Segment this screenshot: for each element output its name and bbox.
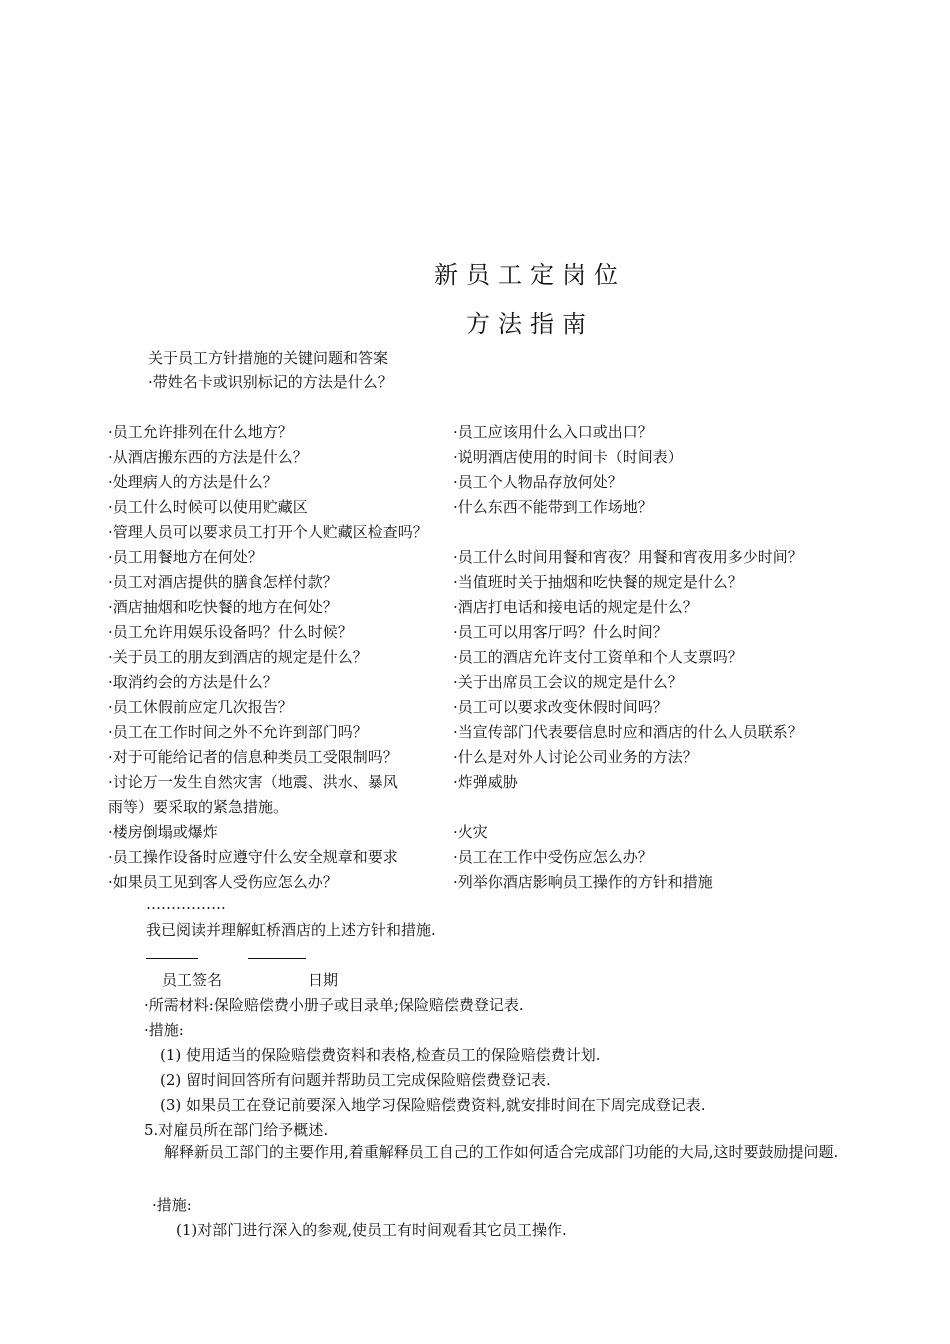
question-right: ·说明酒店使用的时间卡（时间表） <box>453 448 683 466</box>
intro-heading: 关于员工方针措施的关键问题和答案 <box>148 349 389 367</box>
question-left: ·如果员工见到客人受伤应怎么办？ <box>108 873 338 891</box>
question-left: ·从酒店搬东西的方法是什么？ <box>108 448 308 466</box>
question-right: ·当宣传部门代表要信息时应和酒店的什么人员联系？ <box>453 723 803 741</box>
question-right: ·什么是对外人讨论公司业务的方法？ <box>453 748 698 766</box>
signature-line <box>146 958 198 959</box>
question-right: ·什么东西不能带到工作场地？ <box>453 498 653 516</box>
date-label: 日期 <box>308 971 339 989</box>
question-right: ·员工在工作中受伤应怎么办？ <box>453 848 653 866</box>
question-left: ·员工在工作时间之外不允许到部门吗？ <box>108 723 368 741</box>
measure-step: (2) 留时间回答所有问题并帮助员工完成保险赔偿费登记表. <box>160 1071 551 1089</box>
measures-label: ·措施: <box>144 1021 184 1039</box>
question-left: ·员工什么时候可以使用贮藏区 <box>108 498 308 516</box>
first-question: ·带姓名卡或识别标记的方法是什么？ <box>148 373 393 391</box>
page-title: 新员工定岗位 <box>434 261 626 289</box>
question-left: ·员工允许排列在什么地方？ <box>108 423 293 441</box>
section-5-paragraph: 解释新员工部门的主要作用,着重解释员工自己的工作如何适合完成部门功能的大局,这时要鼓励提问题. <box>164 1143 839 1161</box>
question-left: ·楼房倒塌或爆炸 <box>108 823 218 841</box>
question-right: ·员工可以用客厅吗？什么时间？ <box>453 623 668 641</box>
measure-step-final: (1)对部门进行深入的参观,使员工有时间观看其它员工操作. <box>176 1221 567 1239</box>
question-right: ·列举你酒店影响员工操作的方针和措施 <box>453 873 713 891</box>
materials-line: ·所需材料:保险赔偿费小册子或目录单;保险赔偿费登记表. <box>144 996 524 1014</box>
question-left: ·酒店抽烟和吃快餐的地方在何处？ <box>108 598 338 616</box>
question-right: ·炸弹威胁 <box>453 773 518 791</box>
dots-separator: ……………. <box>146 895 226 913</box>
question-right: ·火灾 <box>453 823 488 841</box>
question-right: ·酒店打电话和接电话的规定是什么？ <box>453 598 698 616</box>
question-right: ·员工什么时间用餐和宵夜？用餐和宵夜用多少时间？ <box>453 548 803 566</box>
question-right: ·当值班时关于抽烟和吃快餐的规定是什么？ <box>453 573 743 591</box>
question-right: ·员工个人物品存放何处？ <box>453 473 623 491</box>
question-left-continued: 雨等）要采取的紧急措施。 <box>108 798 289 816</box>
question-left: ·员工对酒店提供的膳食怎样付款？ <box>108 573 338 591</box>
date-line <box>248 958 306 959</box>
measures-label-2: ·措施: <box>152 1196 192 1214</box>
question-right: ·员工应该用什么入口或出口？ <box>453 423 653 441</box>
question-right: ·关于出席员工会议的规定是什么？ <box>453 673 683 691</box>
question-left: ·关于员工的朋友到酒店的规定是什么？ <box>108 648 368 666</box>
question-left: ·员工用餐地方在何处？ <box>108 548 263 566</box>
question-left: ·讨论万一发生自然灾害（地震、洪水、暴风 <box>108 773 398 791</box>
page-subtitle: 方法指南 <box>466 310 594 338</box>
question-left: ·员工允许用娱乐设备吗？什么时候？ <box>108 623 353 641</box>
question-left: ·员工休假前应定几次报告？ <box>108 698 293 716</box>
question-left: ·取消约会的方法是什么？ <box>108 673 278 691</box>
acknowledge-statement: 我已阅读并理解虹桥酒店的上述方针和措施. <box>146 921 436 939</box>
question-right: ·员工可以要求改变休假时间吗？ <box>453 698 668 716</box>
question-left: ·管理人员可以要求员工打开个人贮藏区检查吗？ <box>108 523 428 541</box>
question-right: ·员工的酒店允许支付工资单和个人支票吗？ <box>453 648 743 666</box>
question-left: ·处理病人的方法是什么？ <box>108 473 278 491</box>
question-left: ·对于可能给记者的信息种类员工受限制吗？ <box>108 748 398 766</box>
signature-label: 员工签名 <box>162 971 223 989</box>
measure-step: (3) 如果员工在登记前要深入地学习保险赔偿费资料,就安排时间在下周完成登记表. <box>160 1096 706 1114</box>
question-left: ·员工操作设备时应遵守什么安全规章和要求 <box>108 848 398 866</box>
measure-step: (1) 使用适当的保险赔偿费资料和表格,检查员工的保险赔偿费计划. <box>160 1046 601 1064</box>
section-5-heading: 5.对雇员所在部门给予概述. <box>144 1121 329 1139</box>
